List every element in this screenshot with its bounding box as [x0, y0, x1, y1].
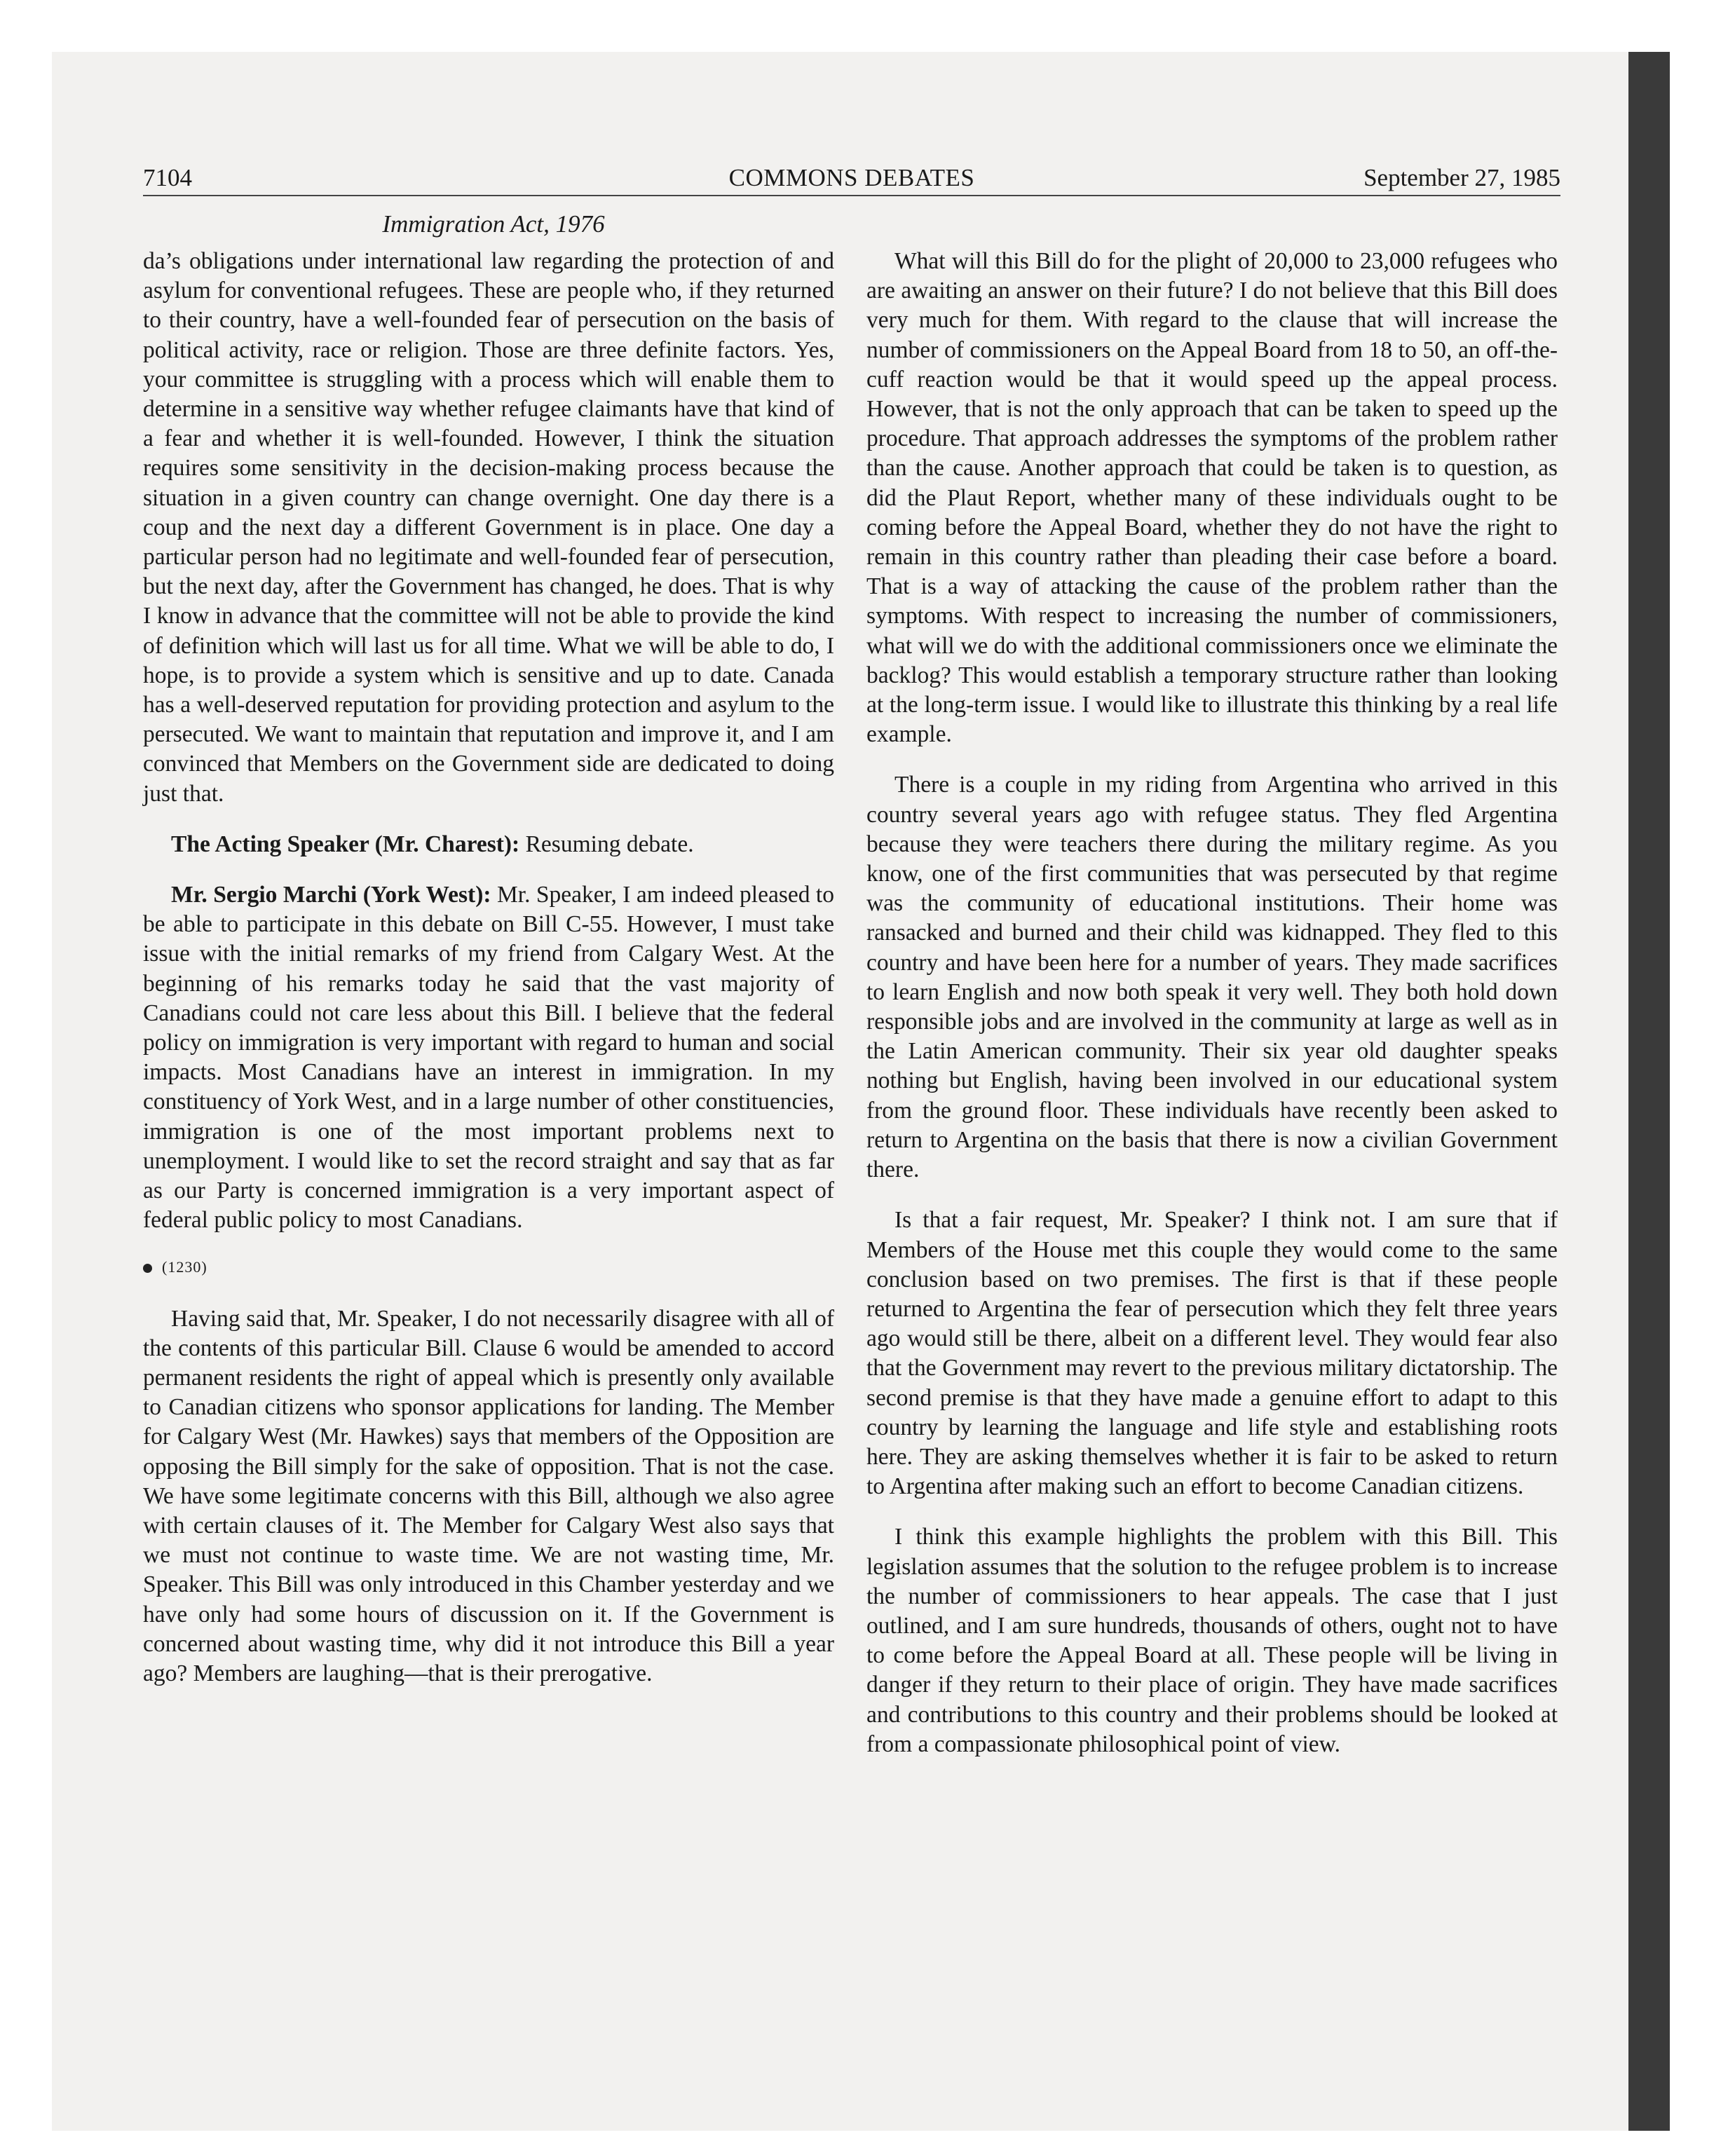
paragraph: Is that a fair request, Mr. Speaker? I think not. I am sure that if Members of the House met this couple they would come to the same conclusion based on two premises. The first is that if these people returned to Argentina the fear of persecution which they felt three years ago would still be there, albeit on a different level. They would fear also that the Government may revert to the previous military dictatorship. The second premise is that they have made a genuine effort to adapt to this country by learning the language and life style and establishing roots here. They are asking themselves whether it is fair to be asked to return to Argentina after making such an effort to become Canadian citizens. — [866, 1207, 1558, 1500]
page-header — [143, 158, 1560, 198]
paragraph: Having said that, Mr. Speaker, I do not necessarily disagree with all of the contents of this particular Bill. Clause 6 would be amended to accord permanent residents the right of appeal which is presently only available to Canadian citizens who sponsor applications for landing. The Member for Calgary West (Mr. Hawkes) says that members of the Opposition are opposing the Bill simply for the sake of opposition. That is not the case. We have some legitimate concerns with this Bill, although we also agree with certain clauses of it. The Member for Calgary West also says that we must not continue to waste time. We are not wasting time, Mr. Speaker. This Bill was only introduced in this Chamber yesterday and we have only had some hours of discussion on it. If the Government is concerned about wasting time, why did it not introduce this Bill a year ago? Members are laughing—that is their prerogative. — [143, 1305, 834, 1686]
left-column — [143, 247, 834, 1710]
scan-edge-bar — [1628, 52, 1670, 2131]
header-rule — [143, 195, 1560, 196]
paragraph: There is a couple in my riding from Argentina who arrived in this country several years ago with refugee status. They fled Argentina because they were teachers there during the military regime. As you know, one of the first communities that was persecuted by that regime was the community of educational institutions. Their home was ransacked and burned and their child was kidnapped. They fled to this country and have been here for a number of years. They made sacrifices to learn English and now both speak it very well. They both hold down responsible jobs and are involved in the community at large as well as in the Latin American community. Their six year old daughter speaks nothing but English, having been involved in our educational system from the ground floor. These individuals have recently been asked to return to Argentina on the basis that there is now a civilian Government there. — [866, 772, 1558, 1183]
publication-title: COMMONS DEBATES — [728, 164, 975, 191]
paragraph: I think this example highlights the problem with this Bill. This legislation assumes that the solution to the refugee problem is to increase the number of commissioners to hear appeals. The case that I just outlined, and I am sure hundreds, thousands of others, ought not to have to come before the Appeal Board at all. These people will be living in danger if they return to their place of origin. They have made sacrifices and contributions to this country and their problems should be looked at from a compassionate philosophical point of view. — [866, 1524, 1558, 1757]
page-number: 7104 — [143, 164, 192, 191]
speech-text: Resuming debate. — [519, 831, 694, 857]
speaker-name: Mr. Sergio Marchi (York West): — [171, 882, 491, 908]
speaker-name: The Acting Speaker (Mr. Charest): — [171, 831, 520, 857]
bullet-icon — [143, 1264, 152, 1273]
paragraph — [143, 830, 834, 859]
section-title: Immigration Act, 1976 — [382, 210, 605, 238]
paragraph: da’s obligations under international law regarding the protection of and asylum for conventional refugees. These are people who, if they returned to their country, have a well-founded fear of persecution on the basis of political activity, race or religion. Those are three definite factors. Yes, your committee is struggling with a process which will enable them to determine in a sensitive way whether refugee claimants have that kind of a fear and whether it is well-founded. However, I think the situation requires some sensitivity in the decision-making process because the situation in a given country can change overnight. One day there is a coup and the next day a different Government is in place. One day a particular person had no legitimate and well-founded fear of persecution, but the next day, after the Government has changed, he does. That is why I know in advance that the committee will not be able to provide the kind of definition which will last us for all time. What we will be able to do, I hope, is to provide a system which is sensitive and up to date. Canada has a well-deserved reputation for providing protection and asylum to the persecuted. We want to maintain that reputation and improve it, and I am convinced that Members on the Government side are dedicated to doing just that. — [143, 248, 834, 807]
time-marker — [143, 1257, 834, 1278]
paragraph — [143, 880, 834, 1235]
timestamp: (1230) — [162, 1257, 207, 1276]
header-date: September 27, 1985 — [1363, 164, 1560, 191]
paragraph: What will this Bill do for the plight of 20,000 to 23,000 refugees who are awaiting an answer on their future? I do not believe that this Bill does very much for them. With regard to the clause that will increase the number of commissioners on the Appeal Board from 18 to 50, an off-the-cuff reaction would be that it would speed up the appeal process. However, that is not the only approach that can be taken to speed up the procedure. That approach addresses the symptoms of the problem rather than the cause. Another approach that could be taken is to question, as did the Plaut Report, whether many of these individuals ought to be coming before the Appeal Board, whether they do not have the right to remain in this country rather than pleading their case before a board. That is a way of attacking the cause of the problem rather than the symptoms. With respect to increasing the number of commissioners, what will we do with the additional commissioners once we eliminate the backlog? This would establish a temporary structure rather than looking at the long-term issue. I would like to illustrate this thinking by a real life example. — [866, 248, 1558, 748]
speech-text: Mr. Speaker, I am indeed pleased to be able to participate in this debate on Bill C-55. However, I must take issue with the initial remarks of my friend from Calgary West. At the beginning of his remarks today he said that the vast majority of Canadians could not care less about this Bill. I believe that the federal policy on immigration is very important with regard to human and social impacts. Most Canadians have an interest in immigration. In my constituency of York West, and in a large number of other constituencies, immigration is one of the most important problems next to unemployment. I would like to set the record straight and say that as far as our Party is concerned immigration is a very important aspect of federal public policy to most Canadians. — [143, 882, 834, 1234]
right-column — [866, 247, 1558, 1780]
